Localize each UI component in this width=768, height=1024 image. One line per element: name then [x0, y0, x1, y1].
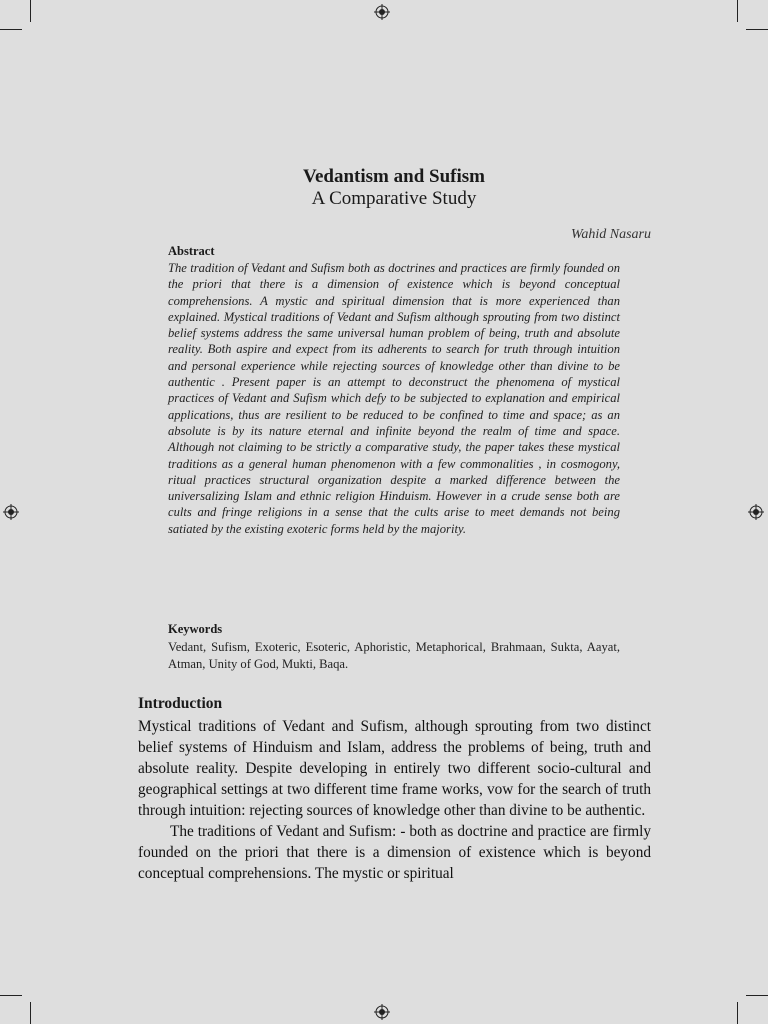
crop-mark-top-right-h	[746, 29, 768, 30]
abstract-text: The tradition of Vedant and Sufism both as doctrines and practices are firmly founded on the priori that there is a dimension of existence which is beyond conceptual comprehensions. A mystic and spiritual dimension that is more experienced than explained. Mystical traditions of Vedant and Sufism although sprouting from two distinct belief systems address the same universal human problem of being, truth and absolute reality. Both aspire and expect from its adherents to search for truth through intuition and personal experience while rejecting sources of knowledge other than divine to be authentic . Present paper is an attempt to deconstruct the phenomena of mystical practices of Vedant and Sufism which defy to be subjected to explanation and empirical applications, thus are resilient to be reduced to be confined to time and space; as an absolute is by its nature eternal and infinite beyond the realm of time and space. Although not claiming to be strictly a comparative study, the paper takes these mystical traditions as a general human phenomenon with a few commonalities , in cosmogony, ritual practices structural organization despite a marked difference between the universalizing Islam and ethnic religion Hinduism. However in a crude sense both are cults and fringe religions in a sense that the cults arise to meet demands not being satiated by the existing exoteric forms held by the majority.	[168, 261, 620, 536]
paper-title: Vedantism and Sufism	[303, 166, 485, 187]
crop-mark-bottom-right-v	[737, 1002, 738, 1024]
crop-mark-bottom-right-h	[746, 995, 768, 996]
crop-mark-top-left-h	[0, 29, 22, 30]
keywords-heading: Keywords	[168, 622, 223, 636]
crop-mark-bottom-left-v	[30, 1002, 31, 1024]
registration-mark-icon-top	[374, 4, 390, 20]
keywords-text: Vedant, Sufism, Exoteric, Esoteric, Aphoristic, Metaphorical, Brahmaan, Sukta, Aayat, Atman, Unity of God, Mukti, Baqa.	[168, 640, 620, 671]
crop-mark-top-left-v	[30, 0, 31, 22]
registration-mark-icon-left	[3, 504, 19, 520]
registration-mark-icon-bottom	[374, 1004, 390, 1020]
introduction-heading: Introduction	[138, 695, 223, 712]
crop-mark-bottom-left-h	[0, 995, 22, 996]
registration-mark-icon-right	[748, 504, 764, 520]
introduction-body	[138, 716, 651, 884]
author-name: Wahid Nasaru	[570, 227, 651, 242]
introduction-paragraph-2: The traditions of Vedant and Sufism: - both as doctrine and practice are firmly founded on the priori that there is a dimension of existence which is beyond conceptual comprehensions. The mystic or spiritual	[138, 823, 651, 882]
paper-subtitle: A Comparative Study	[311, 188, 477, 209]
abstract-heading: Abstract	[168, 244, 215, 258]
crop-mark-top-right-v	[737, 0, 738, 22]
introduction-paragraph-1: Mystical traditions of Vedant and Sufism, although sprouting from two distinct belief systems of Hinduism and Islam, address the problems of being, truth and absolute reality. Despite developing in entirely two different socio-cultural and geographical settings at two different time frame works, vow for the search of truth through intuition: rejecting sources of knowledge other than divine to be authentic.	[138, 718, 651, 819]
